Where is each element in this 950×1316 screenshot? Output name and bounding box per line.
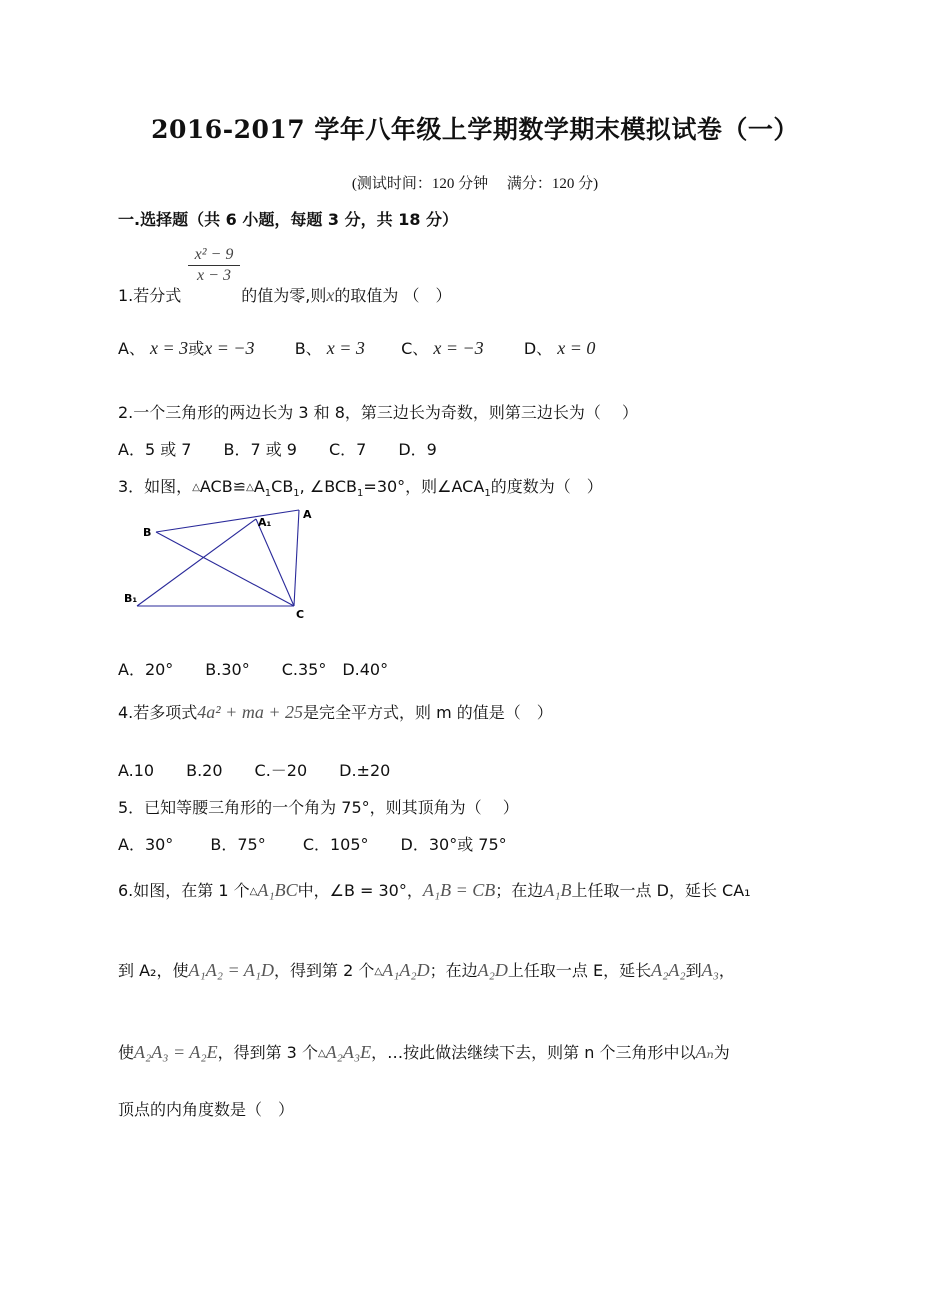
q6-text: ，得到第 2 个 [274,961,375,980]
q1-options [118,336,595,359]
triangle-symbol: △ [249,886,258,897]
q3-stem-a: ACB≌ [199,477,247,496]
q6-line-3 [118,1040,730,1063]
q6-text: ，得到第 3 个 [217,1043,318,1062]
triangle-symbol: △ [192,482,200,493]
q3-stem-b: A [253,477,265,496]
q3-sub: 1 [357,488,364,500]
triangle-symbol: △ [374,966,383,977]
q5-options: A．30° B．75° C．105° D．30°或 75° [118,835,507,854]
q6-text: 到 A₂，使 [118,961,189,980]
q1-fraction-denominator: x − 3 [197,267,231,284]
q1-var: x [326,285,335,305]
q6-expr: A₁A₂ = A₁D [188,960,275,980]
q6-text: 上任取一点 D，延长 CA₁ [571,881,751,900]
triangle-symbol: △ [317,1048,326,1059]
q1-option-a-expr2: x = −3 [204,338,255,358]
q6-text: ， [718,961,735,980]
q1-option-d-expr: x = 0 [557,338,596,358]
q3-stem-e: =30°，则∠ACA [363,477,485,496]
q4-stem-pre: 4.若多项式 [118,703,198,722]
q1-option-b-label: B、 [294,339,322,358]
q3-stem-d: , ∠BCB [299,477,358,496]
segment-b1-a1 [137,519,256,606]
q3-stem-f: 的度数为（ ） [490,477,603,496]
page-title: 2016-2017 学年八年级上学期数学期末模拟试卷（一） [151,115,799,144]
q1-stem-mid: 的值为零,则 [241,286,327,305]
q1-option-a-expr1: x = 3 [150,338,189,358]
q3-stem-c: CB [271,477,294,496]
q6-text: ，…按此做法继续下去，则第 n 个三角形中以 [371,1043,696,1062]
q6-expr: A₂A₂ [651,960,686,980]
q6-expr: A₃ [701,960,719,980]
segment-a1-c [256,519,294,606]
q1-option-c-expr: x = −3 [433,338,484,358]
q6-expr: A₁B [543,880,572,900]
q1-option-c-label: C、 [401,339,429,358]
q4-stem [118,700,553,723]
q3-options: A．20° B.30° C.35° D.40° [118,660,389,679]
q6-expr: A₁A₂D [382,960,430,980]
q6-text: ；在边 [429,961,478,980]
q5-stem: 5．已知等腰三角形的一个角为 75°，则其顶角为（ ） [118,798,519,817]
q6-text: 到 [685,961,702,980]
q2-options: A．5 或 7 B．7 或 9 C．7 D．9 [118,440,437,459]
label-b1: B₁ [124,592,138,605]
q6-line-2 [118,958,735,981]
triangle-symbol: △ [246,482,254,493]
q1-fraction [188,246,240,285]
q1-option-b-expr: x = 3 [326,338,365,358]
q6-expr: A₂D [477,960,508,980]
q6-expr: Aₙ [695,1042,714,1062]
q1-option-a-or: 或 [188,339,205,358]
q3-triangle-figure [118,500,328,622]
q3-sub: 1 [264,488,272,500]
segment-b-c [156,532,294,606]
q1-option-d-label: D、 [523,339,553,358]
q2-stem: 2.一个三角形的两边长为 3 和 8，第三边长为奇数，则第三边长为（ ） [118,403,638,422]
q1-stem-pre: 1.若分式 [118,286,182,305]
q1-option-a-label: A、 [118,339,145,358]
section-heading: 一.选择题（共 6 小题，每题 3 分，共 18 分） [118,210,459,229]
q3-sub: 1 [293,488,300,500]
q6-expr: A₁B = CB [422,880,496,900]
q6-expr: A₂A₃E [325,1042,372,1062]
q6-expr: A₂A₃ = A₂E [134,1042,218,1062]
q6-text: ；在边 [495,881,544,900]
q6-text: 中，∠B = 30°， [297,881,423,900]
q4-options: A.10 B.20 C.－20 D.±20 [118,761,391,780]
q6-line-1 [118,878,751,901]
segment-b-a [156,510,299,532]
q3-stem [118,474,603,499]
q4-stem-post: 是完全平方式，则 m 的值是（ ） [302,703,553,722]
q1-stem-post: 的取值为 （ ） [334,286,452,305]
q6-text: 6.如图，在第 1 个 [118,881,250,900]
label-a: A [303,508,312,521]
q4-expression: 4a² + ma + 25 [197,702,303,722]
segment-a-c [294,510,299,606]
label-a1: A₁ [258,516,272,529]
q1-stem [118,283,451,306]
label-b: B [143,526,152,539]
exam-info: (测试时间：120 分钟 满分：120 分) [351,176,599,192]
q1-fraction-numerator: x² − 9 [188,246,240,266]
q3-sub: 1 [484,488,491,500]
q6-text: 使 [118,1043,135,1062]
q6-text: 上任取一点 E，延长 [507,961,652,980]
q6-expr: A₁BC [257,880,298,900]
label-c: C [296,608,305,621]
q6-text: 为 [713,1043,730,1062]
q6-line-4: 顶点的内角度数是（ ） [118,1100,295,1119]
q3-stem-pre: 3．如图， [118,477,193,496]
